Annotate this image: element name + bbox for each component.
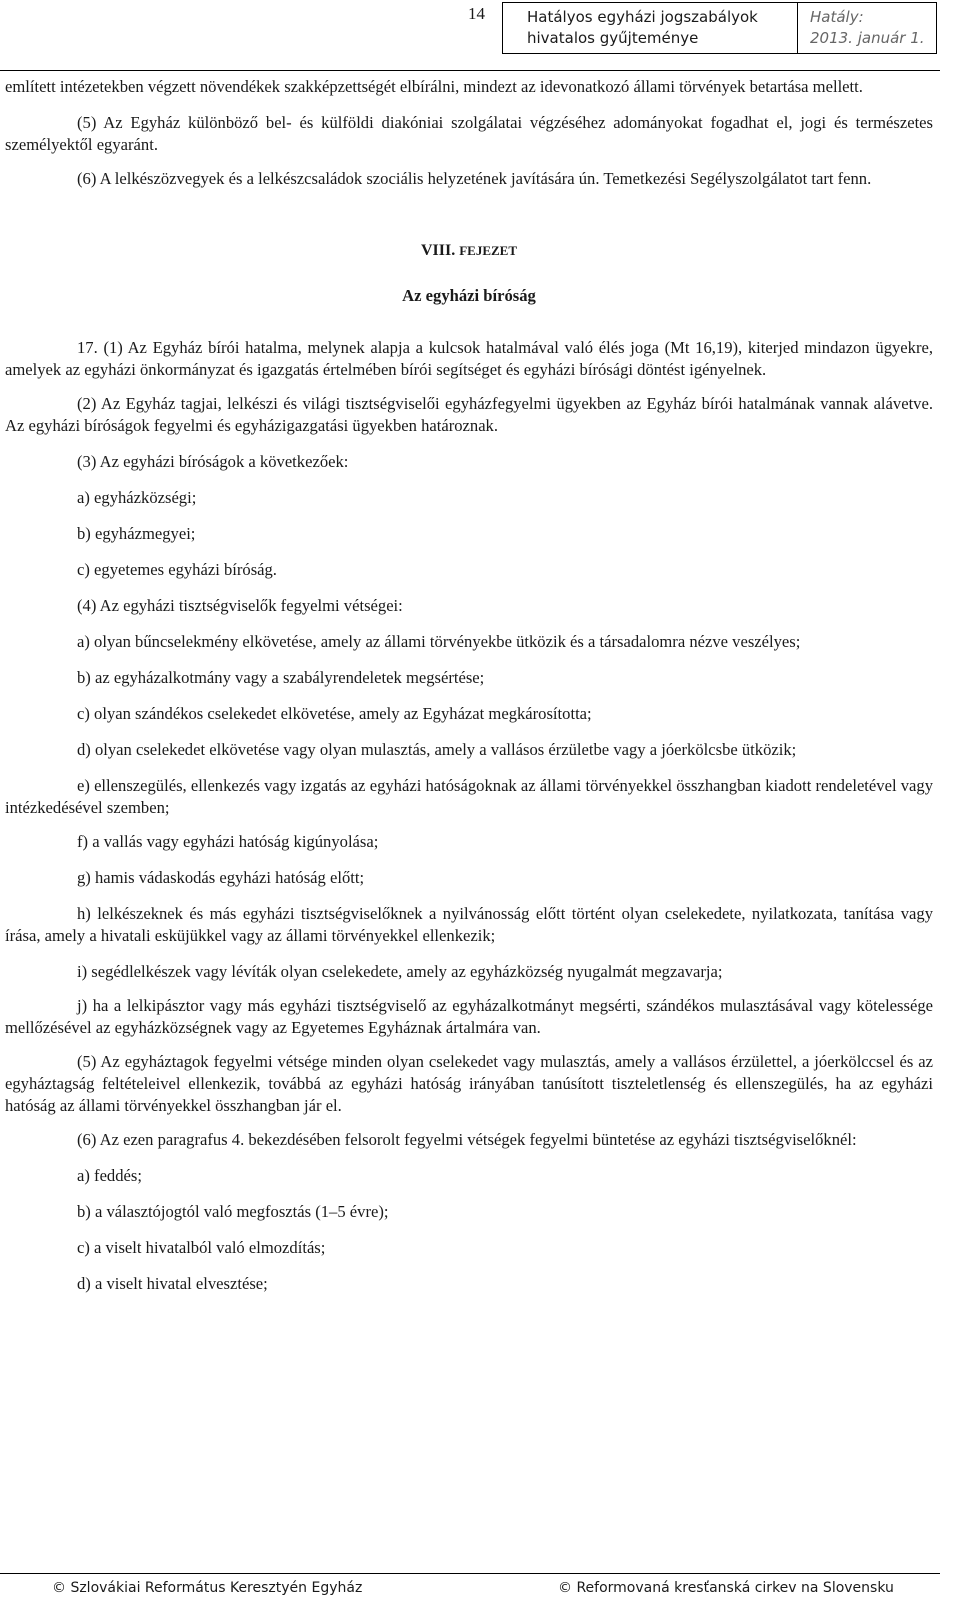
penalty-item-b: b) a választójogtól való megfosztás (1–5 évre);: [77, 1202, 389, 1221]
paragraph-intro: említett intézetekben végzett növendékek szakképzettségét elbírálni, mindezt az idevonatkozó állami törvények betartása mellett.: [5, 77, 863, 96]
chapter-number: VIII.: [420, 242, 456, 259]
penalty-item-c: c) a viselt hivatalból való elmozdítás;: [77, 1238, 326, 1257]
offence-item-h: h) lelkészeknek és más egyházi tisztségviselőknek a nyilvánosság előtt történt olyan cselekedete, nyilatkozata, tanítása vagy írása, amely a hivatali esküjükkel vagy az állami törvényekkel ellenkezik;: [5, 904, 933, 945]
section-17-1: 17. (1) Az Egyház bírói hatalma, melynek alapja a kulcsok hatalmával való élés joga (Mt 16,19), kiterjed mindazon ügyekre, amelyek az egyházi önkormányzat és igazgatás értelmében bírói segítséget és egyházi bírósági döntést igényelnek.: [5, 338, 933, 379]
document-body: [5, 76, 933, 1295]
court-item-b: b) egyházmegyei;: [77, 524, 196, 543]
section-17-4: (4) Az egyházi tisztségviselők fegyelmi vétségei:: [77, 596, 403, 615]
section-17-5: (5) Az egyháztagok fegyelmi vétsége minden olyan cselekedet vagy mulasztás, amely a vallásos érzülettel, a jóerkölccsel és az egyháztagság feltételeivel ellenkezik, továbbá az egyházi hatóság irányában tanúsított tiszteletlenség és ellenszegülés, ha az egyházi hatóság az állami törvényekkel összhangban jár el.: [5, 1052, 933, 1115]
header-title-box: [502, 2, 798, 54]
header-rule: [0, 70, 940, 71]
section-17-6: (6) Az ezen paragrafus 4. bekezdésében felsorolt fegyelmi vétségek fegyelmi büntetése az egyházi tisztségviselőknél:: [77, 1130, 857, 1149]
header-title-line2: hivatalos gyűjteménye: [527, 29, 699, 47]
effective-date: 2013. január 1.: [810, 29, 925, 47]
court-item-c: c) egyetemes egyházi bíróság.: [77, 560, 277, 579]
chapter-title: Az egyházi bíróság: [402, 286, 536, 305]
section-17-3: (3) Az egyházi bíróságok a következőek:: [77, 452, 349, 471]
offence-item-e: e) ellenszegülés, ellenkezés vagy izgatás az egyházi hatóságoknak az állami törvényekkel összhangban kiadott rendeletével vagy intézkedésével szemben;: [5, 776, 933, 817]
chapter-heading: [5, 240, 933, 262]
penalty-item-d: d) a viselt hivatal elvesztése;: [77, 1274, 268, 1293]
offence-item-f: f) a vallás vagy egyházi hatóság kigúnyolása;: [77, 832, 379, 851]
paragraph-5: (5) Az Egyház különböző bel- és külföldi diakóniai szolgálatai végzéséhez adományokat fogadhat el, jogi és természetes személyektől egyaránt.: [5, 113, 933, 154]
chapter-label: FEJEZET: [459, 243, 518, 258]
section-17-2: (2) Az Egyház tagjai, lelkészi és világi tisztségviselői egyházfegyelmi ügyekben az Egyház bírói hatalmának vannak alávetve. Az egyházi bíróságok fegyelmi és egyházigazgatási ügyekben határoznak.: [5, 394, 933, 435]
offence-item-a: a) olyan bűncselekmény elkövetése, amely az állami törvényekbe ütközik és a társadalomra nézve veszélyes;: [77, 632, 801, 651]
offence-item-i: i) segédlelkészek vagy lévíták olyan cselekedete, amely az egyházközség nyugalmát megzavarja;: [77, 962, 723, 981]
offence-item-d: d) olyan cselekedet elkövetése vagy olyan mulasztás, amely a vallásos érzületbe vagy a jóerkölcsbe ütközik;: [77, 740, 797, 759]
offence-item-c: c) olyan szándékos cselekedet elkövetése, amely az Egyházat megkárosította;: [77, 704, 592, 723]
header-title-line1: Hatályos egyházi jogszabályok: [527, 8, 758, 26]
court-item-a: a) egyházközségi;: [77, 488, 197, 507]
offence-item-g: g) hamis vádaskodás egyházi hatóság előtt;: [77, 868, 365, 887]
penalty-item-a: a) feddés;: [77, 1166, 142, 1185]
header-effective-box: [797, 2, 937, 54]
offence-item-b: b) az egyházalkotmány vagy a szabályrendeletek megsértése;: [77, 668, 485, 687]
paragraph-6: (6) A lelkészözvegyek és a lelkészcsaládok szociális helyzetének javítására ún. Temetkezési Segélyszolgálatot tart fenn.: [77, 169, 872, 188]
footer: [0, 1573, 940, 1596]
footer-copyright-sk: © Reformovaná kresťanská cirkev na Slovensku: [558, 1580, 894, 1596]
offence-item-j: j) ha a lelkipásztor vagy más egyházi tisztségviselő az egyházalkotmányt megsérti, szándékos mulasztásával vagy kötelessége mellőzésével az egyházközségnek vagy az Egyetemes Egyháznak ártalmára van.: [5, 996, 933, 1037]
page-number: 14: [468, 4, 485, 23]
footer-copyright-hu: © Szlovákiai Református Keresztyén Egyház: [52, 1580, 363, 1596]
effective-label: Hatály:: [810, 8, 864, 26]
